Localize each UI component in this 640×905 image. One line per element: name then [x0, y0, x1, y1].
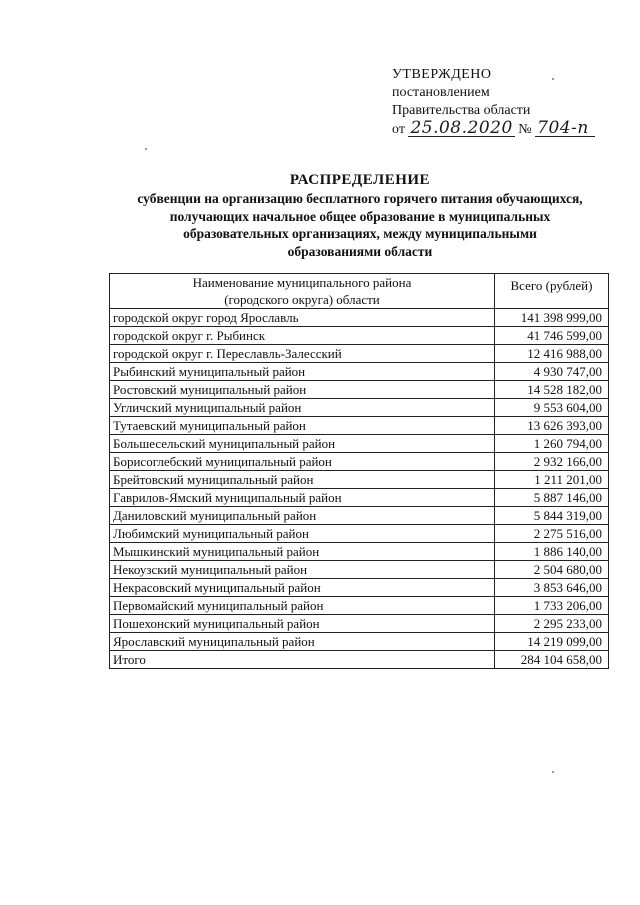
municipality-amount: 1 886 140,00 — [495, 543, 609, 561]
approval-date: 25.08.2020 — [410, 118, 513, 138]
municipality-amount: 9 553 604,00 — [495, 399, 609, 417]
from-label: от — [392, 122, 405, 137]
table-header-row — [110, 274, 609, 309]
approval-number: 704-п — [535, 120, 595, 137]
table-row — [110, 507, 609, 525]
approval-resolution-label: постановлением — [392, 85, 490, 100]
subtitle-line: образованиями области — [287, 243, 433, 259]
total-amount: 284 104 658,00 — [495, 651, 609, 669]
table-row — [110, 543, 609, 561]
municipality-name: Брейтовский муниципальный район — [110, 471, 495, 489]
municipality-amount: 5 887 146,00 — [495, 489, 609, 507]
municipality-name: Тутаевский муниципальный район — [110, 417, 495, 435]
column-header-total: Всего (рублей) — [495, 274, 609, 309]
table-row — [110, 435, 609, 453]
municipality-amount: 2 932 166,00 — [495, 453, 609, 471]
table-row — [110, 561, 609, 579]
municipality-amount: 2 504 680,00 — [495, 561, 609, 579]
municipality-amount: 14 528 182,00 — [495, 381, 609, 399]
municipality-amount: 1 733 206,00 — [495, 597, 609, 615]
document-title: РАСПРЕДЕЛЕНИЕ — [289, 172, 431, 188]
total-label: Итого — [110, 651, 495, 669]
table-row — [110, 579, 609, 597]
municipality-name: Пошехонский муниципальный район — [110, 615, 495, 633]
number-label: № — [518, 122, 532, 137]
municipality-amount: 1 211 201,00 — [495, 471, 609, 489]
subtitle-line: получающих начальное общее образование в муниципальных — [169, 208, 551, 224]
subtitle-line: субвенции на организацию бесплатного горячего питания обучающихся, — [137, 191, 583, 206]
table-row — [110, 453, 609, 471]
table-row — [110, 615, 609, 633]
municipality-name: Некоузский муниципальный район — [110, 561, 495, 579]
table-row — [110, 363, 609, 381]
municipality-name: Мышкинский муниципальный район — [110, 543, 495, 561]
municipality-amount: 14 219 099,00 — [495, 633, 609, 651]
municipality-amount: 13 626 393,00 — [495, 417, 609, 435]
municipality-amount: 1 260 794,00 — [495, 435, 609, 453]
municipality-name: Рыбинский муниципальный район — [110, 363, 495, 381]
table-total-row — [110, 651, 609, 669]
municipality-name: городской округ г. Переславль-Залесский — [110, 345, 495, 363]
approval-date-number-line — [392, 120, 632, 139]
municipality-amount: 41 746 599,00 — [495, 327, 609, 345]
scan-speck — [552, 771, 554, 773]
approval-block — [392, 66, 632, 139]
distribution-table — [109, 273, 609, 669]
municipality-name: Большесельский муниципальный район — [110, 435, 495, 453]
municipality-name: городской округ город Ярославль — [110, 309, 495, 327]
municipality-name: Некрасовский муниципальный район — [110, 579, 495, 597]
municipality-name: Первомайский муниципальный район — [110, 597, 495, 615]
municipality-name: Угличский муниципальный район — [110, 399, 495, 417]
table-row — [110, 525, 609, 543]
table-row — [110, 471, 609, 489]
table-body — [110, 309, 609, 669]
municipality-name: Гаврилов-Ямский муниципальный район — [110, 489, 495, 507]
municipality-name: Борисоглебский муниципальный район — [110, 453, 495, 471]
municipality-name: Ярославский муниципальный район — [110, 633, 495, 651]
table-row — [110, 633, 609, 651]
approved-label: УТВЕРЖДЕНО — [392, 67, 492, 82]
scan-speck — [145, 148, 147, 150]
column-header-name-line: (городского округа) области — [224, 292, 380, 307]
column-header-name — [110, 274, 495, 309]
municipality-amount: 3 853 646,00 — [495, 579, 609, 597]
municipality-name: Даниловский муниципальный район — [110, 507, 495, 525]
municipality-amount: 12 416 988,00 — [495, 345, 609, 363]
column-header-name-line: Наименование муниципального района — [192, 275, 412, 290]
municipality-amount: 2 295 233,00 — [495, 615, 609, 633]
table-row — [110, 381, 609, 399]
subtitle-line: образовательных организациях, между муниципальными — [183, 226, 537, 241]
document-subtitle — [100, 190, 620, 260]
municipality-amount: 2 275 516,00 — [495, 525, 609, 543]
table-row — [110, 597, 609, 615]
table-row — [110, 327, 609, 345]
municipality-name: городской округ г. Рыбинск — [110, 327, 495, 345]
scan-speck — [552, 78, 554, 80]
municipality-name: Ростовский муниципальный район — [110, 381, 495, 399]
municipality-amount: 4 930 747,00 — [495, 363, 609, 381]
table-row — [110, 489, 609, 507]
table-row — [110, 309, 609, 327]
table-row — [110, 399, 609, 417]
approval-government-label: Правительства области — [392, 103, 531, 118]
table-row — [110, 345, 609, 363]
municipality-amount: 141 398 999,00 — [495, 309, 609, 327]
municipality-amount: 5 844 319,00 — [495, 507, 609, 525]
table-row — [110, 417, 609, 435]
municipality-name: Любимский муниципальный район — [110, 525, 495, 543]
